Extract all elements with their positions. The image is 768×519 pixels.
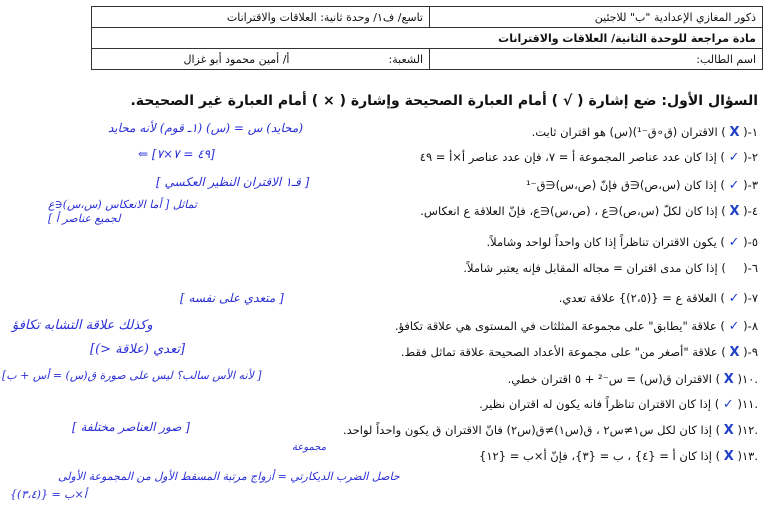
- note-10: [ لأنه الأس سالب؟ ليس على صورة ق(س) = أس + ب]: [2, 369, 262, 382]
- question-number: .١٣: [741, 449, 758, 463]
- question-item: ١-( X ) الاقتران (ق∘ق⁻¹)(س) هو اقتران ثابت.: [531, 125, 758, 140]
- question-text: إذا كان أ = {٤} ، ب = {٣}، فإنّ أ×ب = {١٢}: [479, 449, 712, 463]
- cross-mark-icon: X: [723, 423, 734, 438]
- cross-mark-icon: X: [723, 449, 734, 464]
- cross-mark-icon: X: [729, 125, 740, 140]
- question-number: .١٢: [741, 423, 758, 437]
- note-4b: لجميع عناصر أ ]: [48, 212, 121, 225]
- note-9: [تعدي (علاقة <)]: [90, 342, 186, 357]
- question-number: ٤-: [747, 204, 758, 218]
- header-table: [91, 6, 763, 70]
- note-3: [ قـ١ الاقتران النظير العكسي ]: [156, 175, 310, 189]
- question-number: ٥-: [747, 235, 758, 249]
- note-13a: مجموعة: [292, 442, 327, 453]
- question-title: السؤال الأول: ضع إشارة ( √ ) أمام العبارة الصحيحة وإشارة ( × ) أمام العبارة غير الصحيحة.: [130, 93, 758, 109]
- question-text: إذا كان لكل س١≠س٢ ، ق(س١)≠ق(س٢) فانّ الاقتران ق يكون واحداً لواحد.: [343, 423, 712, 437]
- cross-mark-icon: X: [723, 372, 734, 387]
- question-text: إذا كان الاقتران تناظراً فانه يكون له اقتران نظير.: [479, 397, 712, 411]
- teacher-cell: [92, 49, 430, 70]
- question-item: .١٠( X ) الاقتران ق(س) = س⁻² + ٥ اقتران خطي.: [507, 372, 758, 387]
- note-1: (محايد) س = (س) (١ـ قوم) لأنه محايد: [108, 121, 304, 135]
- question-text: يكون الاقتران تناظراً إذا كان واحداً لواحد وشاملاً.: [486, 235, 717, 249]
- note-2: [٤٩ = ٧×٧] ⇐: [138, 147, 215, 161]
- question-number: ٣-: [747, 178, 758, 192]
- question-number: ٧-: [747, 291, 758, 305]
- question-text: علاقة "يطابق" على مجموعة المثلثات في المستوى هي علاقة تكافؤ.: [394, 319, 717, 333]
- teacher-name: أ/ أمين محمود أبو غزال: [183, 52, 290, 66]
- question-item: ٢-( ✓ ) إذا كان عدد عناصر المجموعة أ = ٧، فإن عدد عناصر أ×أ = ٤٩: [419, 150, 758, 165]
- question-number: ٨-: [747, 319, 758, 333]
- check-mark-icon: ✓: [728, 178, 740, 193]
- question-text: إذا كان عدد عناصر المجموعة أ = ٧، فإن عدد عناصر أ×أ = ٤٩: [419, 150, 717, 164]
- question-text: إذا كان (س،ص)∈ق فإنّ (ص،س)∈ق⁻¹: [525, 178, 717, 192]
- question-number: ٦-: [747, 261, 758, 275]
- question-item: ٥-( ✓ ) يكون الاقتران تناظراً إذا كان واحداً لواحد وشاملاً.: [486, 235, 758, 250]
- question-text: علاقة "أصغر من" على مجموعة الأعداد الصحيحة علاقة تماثل فقط.: [400, 345, 718, 359]
- note-8: وكذلك علاقة التشابه تكافؤ: [12, 318, 153, 333]
- check-mark-icon: ✓: [728, 150, 740, 165]
- question-item: ٩-( X ) علاقة "أصغر من" على مجموعة الأعداد الصحيحة علاقة تماثل فقط.: [400, 345, 758, 360]
- question-text: الاقتران (ق∘ق⁻¹)(س) هو اقتران ثابت.: [531, 125, 718, 139]
- check-mark-icon: ✓: [728, 319, 740, 334]
- question-item: ٦-( ) إذا كان مدى اقتران = مجاله المقابل فإنه يعتبر شاملاً.: [463, 261, 758, 275]
- question-number: .١١: [741, 397, 758, 411]
- note-13c: أ×ب = {(٣،٤)}: [10, 488, 87, 501]
- check-mark-icon: ✓: [728, 291, 740, 306]
- question-item: ٤-( X ) إذا كان لكلّ (س،ص)∈ع ، (ص،س)∈ع، فإنّ العلاقة ع انعكاس.: [420, 204, 758, 219]
- question-text: الاقتران ق(س) = س⁻² + ٥ اقتران خطي.: [507, 372, 712, 386]
- question-item: ٨-( ✓ ) علاقة "يطابق" على مجموعة المثلثات في المستوى هي علاقة تكافؤ.: [394, 319, 758, 334]
- question-number: ٢-: [747, 150, 758, 164]
- question-item: .١٢( X ) إذا كان لكل س١≠س٢ ، ق(س١)≠ق(س٢) فانّ الاقتران ق يكون واحداً لواحد.: [343, 423, 758, 438]
- question-text: العلاقة ع = {(٢،٥)} علاقة تعدي.: [558, 291, 717, 305]
- note-13b: حاصل الضرب الديكارتي = أزواج مرتبة المسقط الأول من المجموعة الأولى: [58, 470, 400, 483]
- question-text: إذا كان مدى اقتران = مجاله المقابل فإنه يعتبر شاملاً.: [463, 261, 718, 275]
- subject-title: مادة مراجعة للوحدة الثانية/ العلاقات والاقترانات: [92, 28, 763, 49]
- question-item: .١١( ✓ ) إذا كان الاقتران تناظراً فانه يكون له اقتران نظير.: [479, 397, 758, 412]
- question-item: ٣-( ✓ ) إذا كان (س،ص)∈ق فإنّ (ص،س)∈ق⁻¹: [525, 178, 758, 193]
- question-item: ٧-( ✓ ) العلاقة ع = {(٢،٥)} علاقة تعدي.: [558, 291, 758, 306]
- section-label: الشعبة:: [388, 52, 423, 66]
- cross-mark-icon: X: [729, 345, 740, 360]
- question-number: .١٠: [741, 372, 758, 386]
- question-text: إذا كان لكلّ (س،ص)∈ع ، (ص،س)∈ع، فإنّ العلاقة ع انعكاس.: [420, 204, 718, 218]
- check-mark-icon: ✓: [728, 235, 740, 250]
- question-item: .١٣( X ) إذا كان أ = {٤} ، ب = {٣}، فإنّ أ×ب = {١٢}: [479, 449, 758, 464]
- note-7: [ متعدي على نفسه ]: [180, 291, 284, 305]
- note-12: [ صور العناصر مختلفة ]: [72, 420, 190, 434]
- check-mark-icon: ✓: [722, 397, 734, 412]
- student-name-label: اسم الطالب:: [430, 49, 763, 70]
- question-number: ١-: [747, 125, 758, 139]
- school-name: ذكور المغازي الإعدادية "ب" للاجئين: [430, 7, 763, 28]
- grade-unit: تاسع/ ف١/ وحدة ثانية: العلاقات والاقترانات: [92, 7, 430, 28]
- note-4a: تماثل [ أما الانعكاس (س،س)∈ع: [48, 198, 197, 211]
- question-number: ٩-: [747, 345, 758, 359]
- cross-mark-icon: X: [729, 204, 740, 219]
